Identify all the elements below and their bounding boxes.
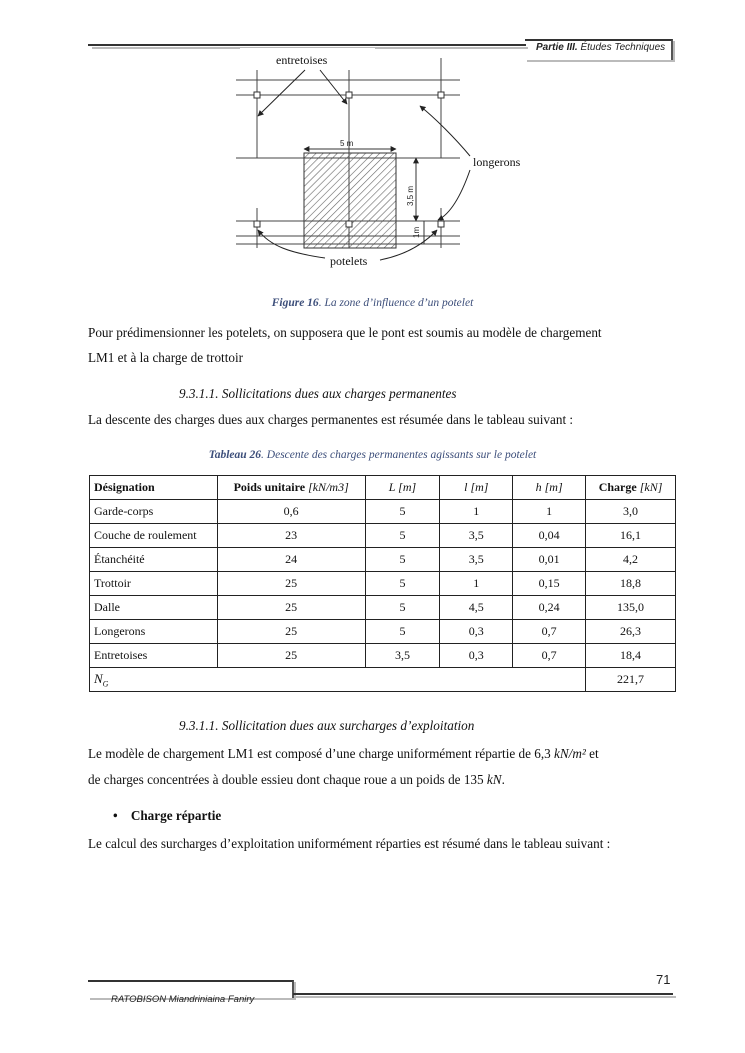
table-cell: 5 <box>365 572 440 596</box>
table-cell: Garde-corps <box>90 500 218 524</box>
intro-line-2: LM1 et à la charge de trottoir <box>88 350 244 365</box>
figure-caption <box>0 297 745 309</box>
arrow <box>320 70 347 104</box>
table-cell: 26,3 <box>586 620 676 644</box>
table-cell: 0,6 <box>217 500 365 524</box>
col-l: l [m] <box>440 476 513 500</box>
col-h: h [m] <box>513 476 586 500</box>
table-cell: 5 <box>365 500 440 524</box>
bullet-icon: • <box>113 808 118 823</box>
potelet-node <box>254 92 260 98</box>
table-cell: 18,8 <box>586 572 676 596</box>
table-cell: 0,7 <box>513 620 586 644</box>
header-rule <box>88 44 526 46</box>
table-cell: 3,5 <box>440 548 513 572</box>
arrow <box>438 170 470 220</box>
table-cell: 3,5 <box>365 644 440 668</box>
table-cell: Longerons <box>90 620 218 644</box>
table-cell: 18,4 <box>586 644 676 668</box>
footer-rule-shadow <box>296 996 676 998</box>
potelet-node <box>346 221 352 227</box>
arrow <box>420 106 470 156</box>
figure-caption-text: . La zone d’influence d’un potelet <box>318 297 474 309</box>
table-cell: Dalle <box>90 596 218 620</box>
table-cell: 1 <box>440 572 513 596</box>
table-cell: 4,2 <box>586 548 676 572</box>
table-total-row <box>90 668 676 692</box>
influence-zone <box>304 153 396 248</box>
table-row <box>90 548 676 572</box>
col-poids: Poids unitaire [kN/m3] <box>217 476 365 500</box>
table-cell: Entretoises <box>90 644 218 668</box>
table-row <box>90 500 676 524</box>
table-cell: 16,1 <box>586 524 676 548</box>
table-cell: 25 <box>217 644 365 668</box>
table-cell: 23 <box>217 524 365 548</box>
table-cell: 24 <box>217 548 365 572</box>
table-cell: 4,5 <box>440 596 513 620</box>
table-cell: 5 <box>365 524 440 548</box>
table-cell: Trottoir <box>90 572 218 596</box>
table-cell: 0,24 <box>513 596 586 620</box>
section1-text: La descente des charges dues aux charges permanentes est résumée dans le tableau suivant : <box>88 412 574 427</box>
table-header-row <box>90 476 676 500</box>
table-cell: 25 <box>217 596 365 620</box>
section2-title: 9.3.1.1. Sollicitation dues aux surcharges d’exploitation <box>179 718 475 733</box>
potelet-node <box>438 221 444 227</box>
label-width: 5 m <box>340 139 354 148</box>
intro-line-1: Pour prédimensionner les potelets, on supposera que le pont est soumis au modèle de chargement <box>88 325 602 340</box>
section2-line-2: de charges concentrées à double essieu dont chaque roue a un poids de 135 kN. <box>88 772 505 787</box>
table-cell: 0,3 <box>440 620 513 644</box>
table-cell: 0,01 <box>513 548 586 572</box>
section1-title: 9.3.1.1. Sollicitations dues aux charges permanentes <box>179 386 457 401</box>
table-row <box>90 572 676 596</box>
table-row <box>90 620 676 644</box>
table-cell: Étanchéité <box>90 548 218 572</box>
potelet-node <box>254 221 260 227</box>
label-small: 1m <box>412 226 421 238</box>
permanent-loads-table <box>89 475 676 692</box>
bullet-label: Charge répartie <box>130 808 222 823</box>
table-cell: 135,0 <box>586 596 676 620</box>
table-row <box>90 524 676 548</box>
table-cell: 0,15 <box>513 572 586 596</box>
table-caption-text: . Descente des charges permanentes agissants sur le potelet <box>261 449 537 461</box>
potelet-node <box>438 92 444 98</box>
total-value: 221,7 <box>586 668 676 692</box>
table-cell: 25 <box>217 620 365 644</box>
total-label: $N_G$ <box>90 668 586 692</box>
table-row <box>90 596 676 620</box>
bullet-charge-repartie <box>113 808 221 824</box>
col-charge: Charge [kN] <box>586 476 676 500</box>
table-cell: 5 <box>365 596 440 620</box>
table-cell: 0,04 <box>513 524 586 548</box>
label-potelets: potelets <box>330 254 368 268</box>
potelet-influence-figure <box>230 48 521 273</box>
table-cell: 3,0 <box>586 500 676 524</box>
table-cell: 1 <box>440 500 513 524</box>
col-designation: Désignation <box>90 476 218 500</box>
closing-text: Le calcul des surcharges d’exploitation uniformément réparties est résumé dans le tableau suivant : <box>88 836 611 851</box>
table-caption <box>0 449 745 461</box>
label-height: 3,5 m <box>406 185 415 206</box>
table-cell: 1 <box>513 500 586 524</box>
table-cell: 25 <box>217 572 365 596</box>
label-longerons: longerons <box>473 155 521 169</box>
table-cell: 5 <box>365 548 440 572</box>
footer-author: RATOBISON Miandriniaina Faniry <box>111 994 255 1005</box>
label-entretoises: entretoises <box>276 53 328 67</box>
table-cell: 5 <box>365 620 440 644</box>
table-cell: 3,5 <box>440 524 513 548</box>
header-title: Études Techniques <box>580 42 666 53</box>
figure-caption-num: Figure 16 <box>271 297 319 309</box>
footer-rule <box>293 993 673 995</box>
page-number: 71 <box>656 972 671 987</box>
table-cell: 0,3 <box>440 644 513 668</box>
potelet-node <box>346 92 352 98</box>
table-cell: Couche de roulement <box>90 524 218 548</box>
table-cell: 0,7 <box>513 644 586 668</box>
header-running-title <box>536 42 665 53</box>
table-row <box>90 644 676 668</box>
header-part: Partie III. <box>536 42 578 53</box>
col-L: L [m] <box>365 476 440 500</box>
arrow <box>258 70 305 116</box>
section2-line-1: Le modèle de chargement LM1 est composé d’une charge uniformément répartie de 6,3 kN/m² et <box>88 746 599 761</box>
table-caption-num: Tableau 26 <box>208 449 262 461</box>
